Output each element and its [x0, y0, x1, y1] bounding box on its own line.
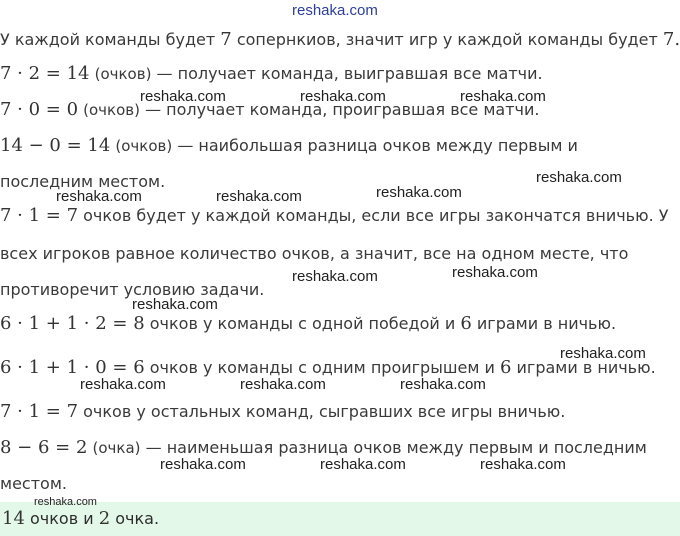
watermark: reshaka.com — [320, 456, 406, 473]
math-number: 6 — [499, 357, 512, 378]
text-line — [0, 314, 616, 334]
line-text: очка. — [115, 509, 160, 528]
text-line — [0, 206, 669, 226]
math-expression: 6 · 1 + 1 · 0 = 6 — [0, 357, 145, 378]
watermark: reshaka.com — [452, 264, 538, 281]
watermark: reshaka.com — [376, 184, 462, 201]
text-line — [0, 30, 680, 50]
math-expression: 7 · 1 = 7 — [0, 401, 79, 422]
watermark: reshaka.com — [216, 188, 302, 205]
math-expression: 8 − 6 = 2 — [0, 437, 88, 458]
watermark-top: reshaka.com — [292, 2, 378, 19]
watermark: reshaka.com — [56, 188, 142, 205]
watermark: reshaka.com — [132, 296, 218, 313]
watermark: reshaka.com — [240, 376, 326, 393]
line-text: всех игроков равное количество очков, а значит, все на одном месте, что — [0, 244, 629, 263]
units-label: (очков) — [83, 101, 140, 119]
line-text: очков у команды с одной победой и — [149, 314, 456, 333]
math-number: 14 — [2, 508, 25, 529]
units-label: (очка) — [92, 439, 141, 457]
text-line — [0, 358, 656, 378]
line-text: очков и — [30, 509, 94, 528]
text-line — [0, 474, 67, 494]
math-expression: 7 · 0 = 0 — [0, 99, 79, 120]
watermark: reshaka.com — [460, 88, 546, 105]
line-text: последним местом. — [0, 172, 166, 191]
units-label: (очков) — [115, 137, 173, 155]
line-text: местом. — [0, 474, 67, 493]
watermark: reshaka.com — [80, 376, 166, 393]
text-line — [0, 64, 543, 84]
watermark: reshaka.com — [140, 88, 226, 105]
watermark: reshaka.com — [400, 376, 486, 393]
watermark: reshaka.com — [536, 169, 622, 186]
line-text: У каждой команды будет — [0, 30, 216, 49]
math-number: 7. — [662, 29, 680, 50]
line-text: — получает команда, проигравшая все матчи. — [145, 100, 540, 119]
math-number: 6 — [460, 313, 472, 334]
text-line — [0, 402, 565, 422]
answer-box — [0, 502, 680, 536]
math-expression: 14 − 0 = 14 — [0, 135, 111, 156]
text-line — [0, 100, 539, 120]
watermark: reshaka.com — [292, 268, 378, 285]
watermark: reshaka.com — [300, 88, 386, 105]
line-text: — получает команда, выигравшая все матчи. — [156, 64, 543, 83]
line-text: очков будет у каждой команды, если все игры закончатся вничью. У — [83, 206, 669, 225]
line-text: — наибольшая разница очков между первым и — [177, 136, 578, 155]
watermark: reshaka.com — [560, 345, 646, 362]
line-text: очков у остальных команд, сыгравших все игры вничью. — [83, 402, 566, 421]
watermark: reshaka.com — [480, 456, 566, 473]
text-line — [0, 438, 647, 458]
line-text: играми в ничью. — [476, 314, 617, 333]
math-expression: 7 · 1 = 7 — [0, 205, 79, 226]
line-text: играми в ничью. — [516, 358, 656, 377]
math-number: 7 — [220, 29, 232, 50]
answer-text — [2, 509, 159, 529]
units-label: (очков) — [94, 65, 152, 83]
watermark: reshaka.com — [160, 456, 246, 473]
math-expression: 6 · 1 + 1 · 2 = 8 — [0, 313, 145, 334]
line-text: противоречит условию задачи. — [0, 280, 265, 299]
text-line — [0, 244, 628, 264]
watermark-small: reshaka.com — [34, 496, 97, 508]
math-number: 2 — [98, 508, 111, 529]
math-expression: 7 · 2 = 14 — [0, 63, 90, 84]
line-text: — наименьшая разница очков между первым и последним — [145, 438, 647, 457]
text-line — [0, 136, 578, 156]
line-text: сопернкиов, значит игр у каждой команды будет — [236, 30, 658, 49]
line-text: очков у команды с одним проигрышем и — [149, 358, 495, 377]
